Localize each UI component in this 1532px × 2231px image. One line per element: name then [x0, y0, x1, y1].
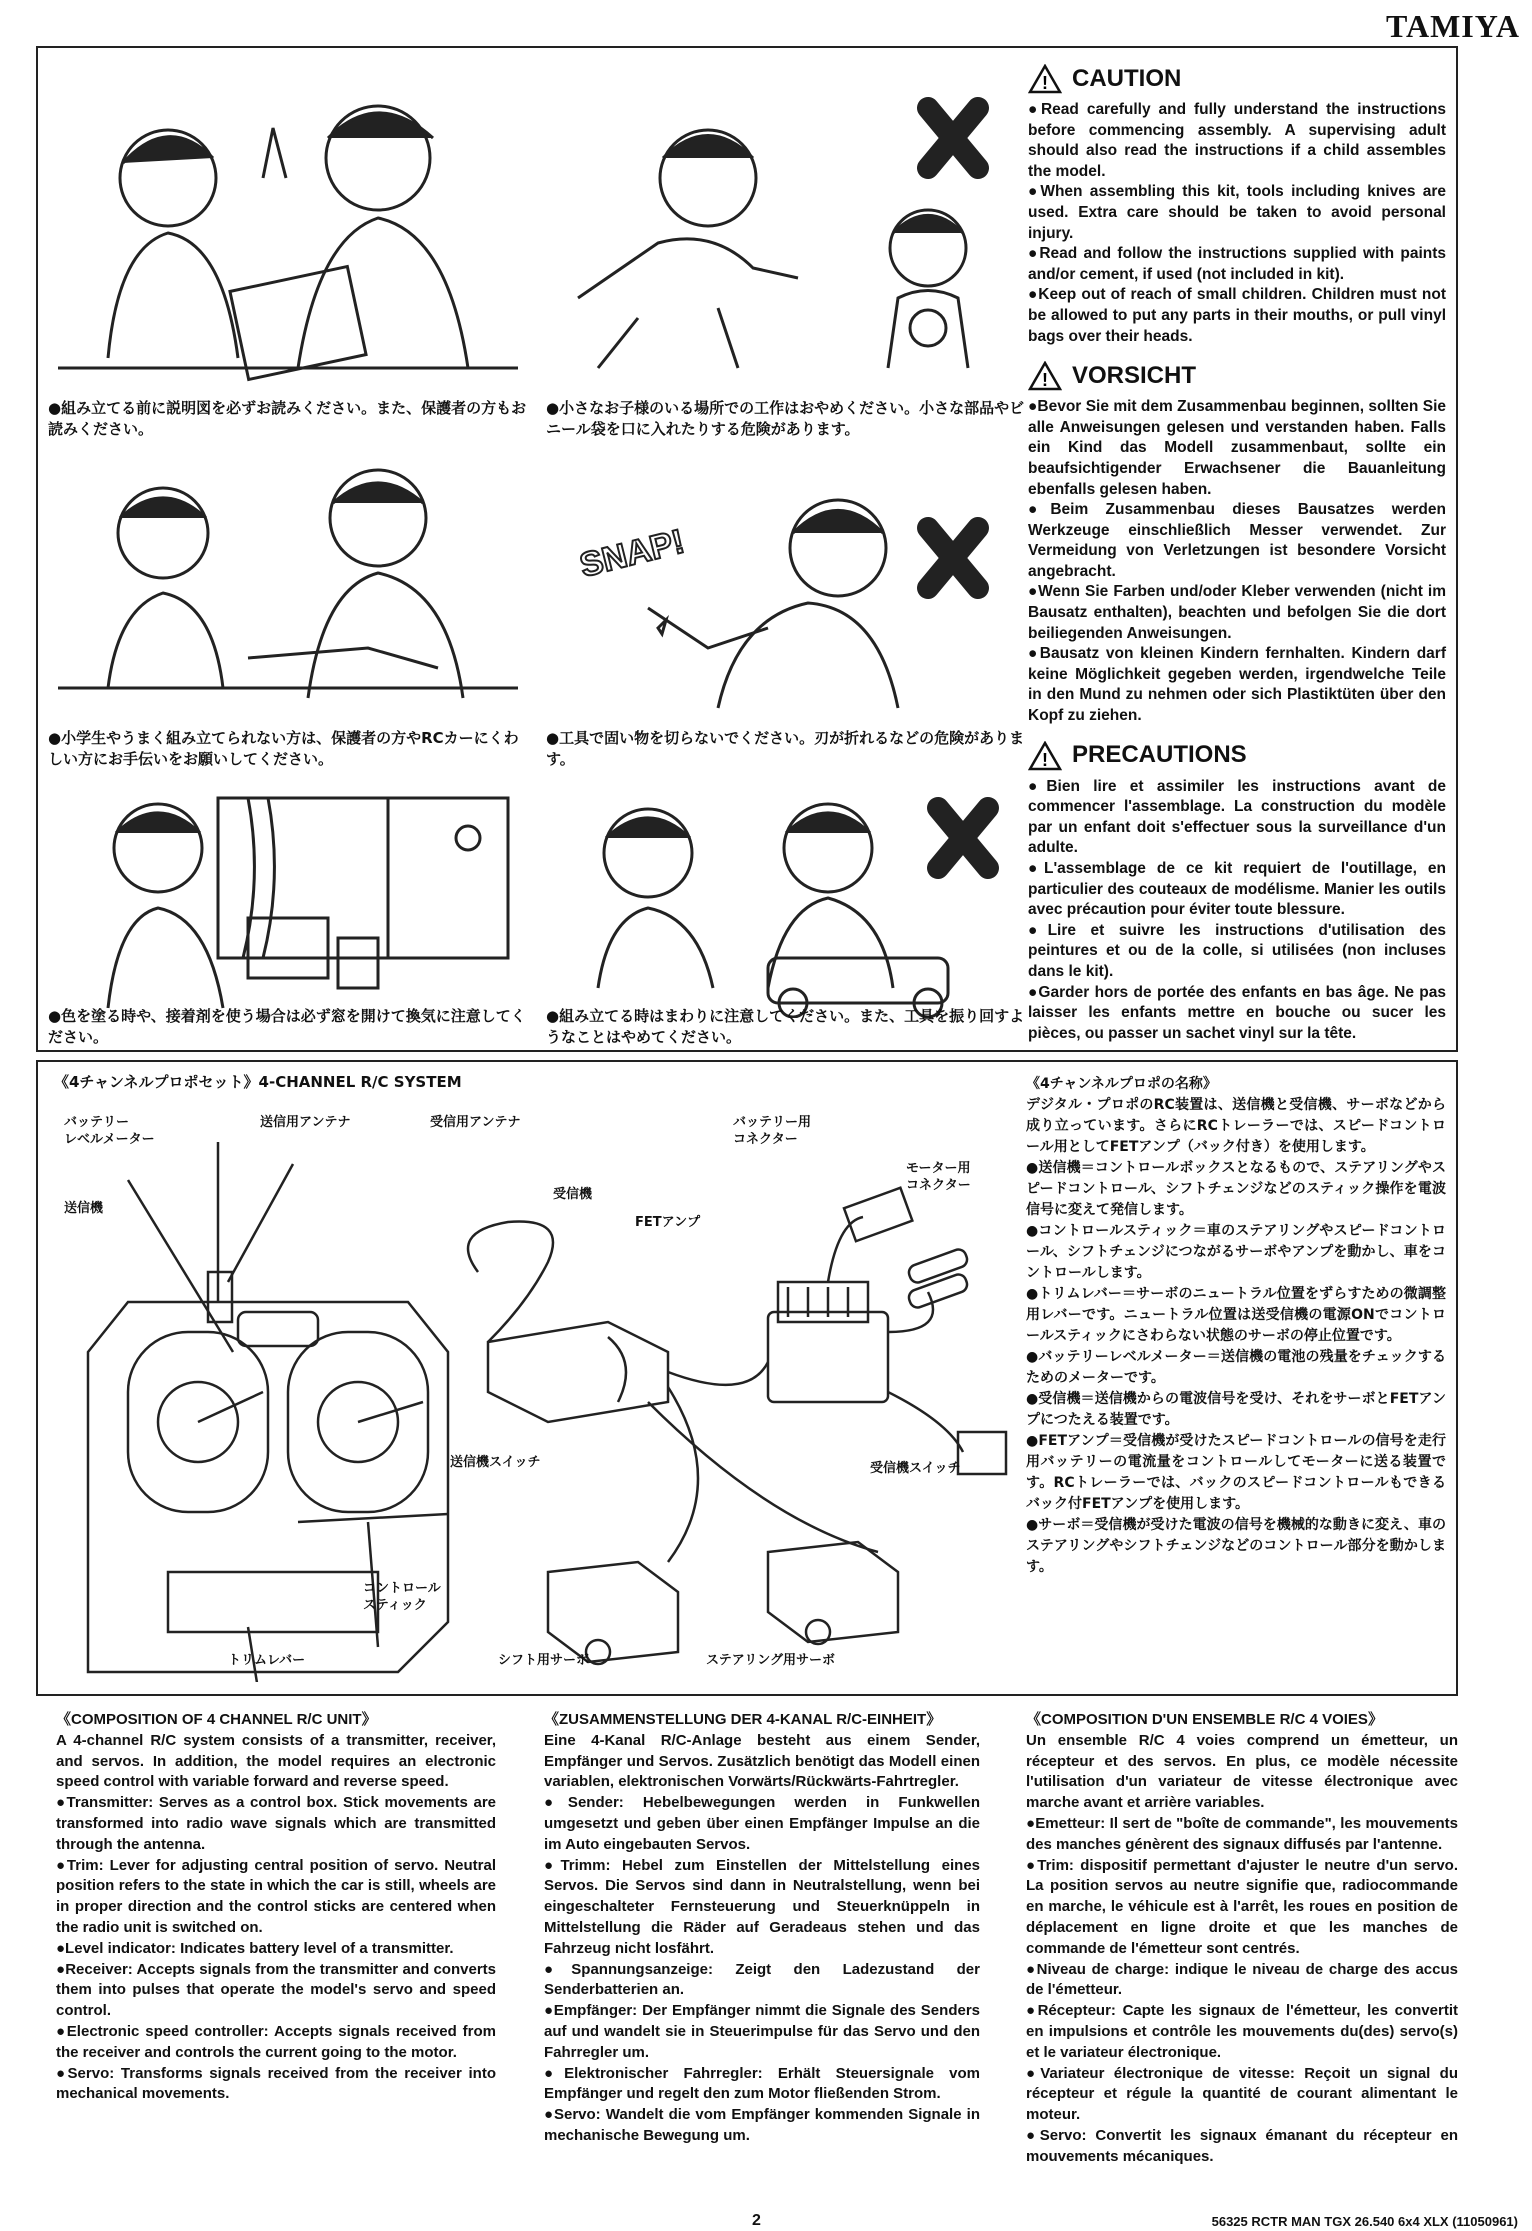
composition-de-title: 《ZUSAMMENSTELLUNG DER 4-KANAL R/C-EINHEIT》: [544, 1711, 942, 1728]
caption-jp-5: ●色を塗る時や、接着剤を使う場合は必ず窓を開けて換気に注意してください。: [48, 1007, 526, 1046]
vorsicht-item: ●Bevor Sie mit dem Zusammenbau beginnen, sollten Sie alle Anweisungen gelesen und verstanden haben. Falls ein Kind das Modell zusammenbaut, sollte ein beaufsichtigender Erwachsener die Bauanleitung ebenfalls gelesen haben.: [1028, 398, 1446, 498]
label-control-stick: コントロール スティック: [363, 1581, 441, 1613]
caution-item: ●When assembling this kit, tools including knives are used. Extra care should be taken to avoid personal injury.: [1028, 183, 1446, 242]
caption-jp-6: ●組み立てる時はまわりに注意してください。また、工具を振り回すようなことはやめてください。: [546, 1007, 1025, 1046]
composition-en-item: ●Servo: Transforms signals received from the receiver into mechanical movements.: [56, 2064, 496, 2103]
svg-text:!: !: [1042, 370, 1048, 391]
composition-en-item: A 4-channel R/C system consists of a transmitter, receiver, and servos. In addition, the model requires an electronic speed control with variable forward and reverse speed.: [56, 1731, 496, 1791]
label-receiver: 受信機: [553, 1187, 593, 1202]
precautions-item: ●Lire et suivre les instructions d'utilisation des peintures et ou de la colle, si utilisées (non incluses dans le kit).: [1028, 921, 1446, 980]
vorsicht-item: ●Wenn Sie Farben und/oder Kleber verwenden (nicht im Bausatz enthalten), beachten und befolgen Sie die dort beiliegenden Anweisungen.: [1028, 583, 1446, 642]
label-battery-connector: バッテリー用 コネクター: [733, 1115, 812, 1147]
warnings-column: [1028, 58, 1446, 1044]
caption-jp-3: ●小学生やうまく組み立てられない方は、保護者の方やRCカーにくわしい方にお手伝いをお願いしてください。: [48, 729, 519, 768]
rc-system-panel: [36, 1060, 1458, 1696]
jp-names-item: ●コントロールスティック＝車のステアリングやスピードコントロール、シフトチェンジにつながるサーボやアンプを動かし、車をコントロールします。: [1026, 1223, 1446, 1281]
warning-triangle-icon: [1028, 741, 1062, 771]
composition-fr-item: ●Servo: Convertit les signaux émanant du récepteur en mouvements mécaniques.: [1026, 2126, 1458, 2165]
label-trim-lever: トリムレバー: [228, 1653, 306, 1668]
jp-names-item: デジタル・プロポのRC装置は、送信機と受信機、サーボなどから成り立っています。さらにRCトレーラーでは、スピードコントロール用としてFETアンプ（バック付き）を使用します。: [1026, 1097, 1446, 1155]
jp-names-item: ●バッテリーレベルメーター＝送信機の電池の残量をチェックするためのメーターです。: [1026, 1349, 1446, 1386]
composition-de-item: ●Spannungsanzeige: Zeigt den Ladezustand der Senderbatterien an.: [544, 1960, 980, 1999]
composition-de-item: ●Elektronischer Fahrregler: Erhält Steuersignale vom Empfänger und regelt den zum Motor fließenden Strom.: [544, 2064, 980, 2103]
jp-names-item: ●送信機＝コントロールボックスとなるもので、ステアリングやスピードコントロール、シフトチェンジなどのスティック操作を電波信号に変えて発信します。: [1026, 1160, 1446, 1218]
composition-fr-item: Un ensemble R/C 4 voies comprend un émetteur, un récepteur et des servos. En plus, ce modèle nécessite l'utilisation d'un variateur de vitesse électronique avec marche avant et arrière variables.: [1026, 1731, 1458, 1812]
composition-en-item: ●Electronic speed controller: Accepts signals received from the receiver and controls the current going to the motor.: [56, 2022, 496, 2061]
jp-names-title: 《4チャンネルプロポの名称》: [1026, 1076, 1217, 1092]
illustration-small-children: [538, 68, 1038, 388]
composition-fr-title: 《COMPOSITION D'UN ENSEMBLE R/C 4 VOIES》: [1026, 1711, 1383, 1728]
illustration-adult-help: [48, 468, 528, 718]
precautions-title: PRECAUTIONS: [1072, 741, 1247, 769]
caption-jp-2: ●小さなお子様のいる場所での工作はおやめください。小さな部品やビニール袋を口に入れたりする危険があります。: [546, 399, 1025, 438]
caption-jp-4: ●工具で固い物を切らないでください。刃が折れるなどの危険があります。: [546, 729, 1025, 768]
composition-en: [56, 1710, 496, 2105]
illustration-read-instructions: [48, 68, 528, 388]
brand-logo: TAMIYA: [1385, 8, 1520, 44]
label-rx-switch: 受信機スイッチ: [870, 1461, 961, 1476]
caution-item: ●Read and follow the instructions supplied with paints and/or cement, if used (not included in kit).: [1028, 245, 1446, 283]
composition-fr: [1026, 1710, 1458, 2168]
warning-triangle-icon: [1028, 64, 1062, 94]
composition-en-item: ●Receiver: Accepts signals from the transmitter and converts them into pulses that operate the model's servo and speed control.: [56, 1960, 496, 2020]
caution-item: ●Keep out of reach of small children. Children must not be allowed to put any parts in their mouths, or pull vinyl bags over their heads.: [1028, 286, 1446, 345]
snap-text: SNAP!: [576, 522, 689, 585]
composition-de-item: ●Servo: Wandelt die vom Empfänger kommenden Signale in mechanische Bewegung um.: [544, 2106, 980, 2144]
composition-fr-item: ●Récepteur: Capte les signaux de l'émetteur, les convertit en impulsions et contrôle les mouvements du(des) servo(s) et le variateur électronique.: [1026, 2002, 1458, 2061]
jp-names-item: ●サーボ＝受信機が受けた電波の信号を機械的な動きに変え、車のステアリングやシフトチェンジなどのコントロール部分を動かします。: [1026, 1517, 1446, 1575]
composition-de-item: Eine 4-Kanal R/C-Anlage besteht aus einem Sender, Empfänger und Servos. Zusätzlich benötigt das Modell einen variablen, elektronischen Vorwärts/Rückwärts-Fahrtregler.: [544, 1731, 980, 1791]
label-tx-antenna: 送信用アンテナ: [260, 1115, 351, 1130]
composition-en-item: ●Level indicator: Indicates battery level of a transmitter.: [56, 1939, 454, 1957]
composition-de: [544, 1710, 980, 2147]
warning-triangle-icon: [1028, 361, 1062, 391]
jp-names-item: ●FETアンプ＝受信機が受けたスピードコントロールの信号を走行用バッテリーの電流量をコントロールしてモーターに送る装置です。RCトレーラーでは、バックのスピードコントロールもできるバック付FETアンプを使用します。: [1026, 1433, 1446, 1512]
precautions-item: ●L'assemblage de ce kit requiert de l'outillage, en particulier des couteaux de modélisme. Manier les outils avec précaution pour éviter toute blessure.: [1028, 860, 1446, 919]
composition-en-item: ●Trim: Lever for adjusting central position of servo. Neutral position refers to the state in which the car is still, wheels are in proper direction and the control sticks are centered when the radio unit is switched on.: [56, 1856, 496, 1936]
label-fet-amp: FETアンプ: [635, 1215, 701, 1230]
illustration-tool-care: [538, 788, 1038, 1018]
safety-panel: [36, 46, 1458, 1052]
rc-system-diagram: [48, 1102, 1008, 1682]
composition-de-item: ●Empfänger: Der Empfänger nimmt die Signale des Senders auf und wandelt sie in Steuerimpulse für das Servo und den Fahrregler um.: [544, 2002, 980, 2061]
label-steering-servo: ステアリング用サーボ: [706, 1653, 835, 1668]
rc-diagram-title: 《4チャンネルプロポセット》4-CHANNEL R/C SYSTEM: [54, 1073, 462, 1091]
doc-code: 56325 RCTR MAN TGX 26.540 6x4 XLX (11050961): [1211, 2214, 1518, 2229]
composition-fr-item: ●Variateur électronique de vitesse: Reçoit un signal du récepteur et régule la quantité de courant alimentant le moteur.: [1026, 2064, 1458, 2124]
page-number: 2: [752, 2212, 761, 2229]
label-battery-level: バッテリー レベルメーター: [64, 1115, 155, 1147]
illustration-ventilation: [48, 788, 528, 1018]
precautions-item: ●Bien lire et assimiler les instructions avant de commencer l'assemblage. La construction du modèle par un enfant doit s'effectuer sous la surveillance d'un adulte.: [1028, 777, 1446, 857]
vorsicht-title: VORSICHT: [1072, 361, 1197, 389]
composition-fr-item: ●Emetteur: Il sert de "boîte de commande", les mouvements des manches génèrent des signaux diffusés par l'antenne.: [1026, 1814, 1458, 1853]
precautions-item: ●Garder hors de portée des enfants en bas âge. Ne pas laisser les enfants mettre en bouche ou sucer les pièces, ou passer un sachet vinyl sur la tête.: [1028, 983, 1446, 1042]
caption-jp-1: ●組み立てる前に説明図を必ずお読みください。また、保護者の方もお読みください。: [48, 399, 527, 438]
precautions-heading: [1028, 741, 1446, 771]
vorsicht-heading: [1028, 361, 1446, 391]
composition-de-item: ●Sender: Hebelbewegungen werden in Funkwellen umgesetzt und geben über einen Empfänger Impulse an die im Auto eingebauten Servos.: [544, 1794, 980, 1853]
composition-en-item: ●Transmitter: Serves as a control box. Stick movements are transformed into radio wave signals which are transmitted through the antenna.: [56, 1794, 496, 1853]
label-transmitter: 送信機: [64, 1201, 104, 1216]
label-tx-switch: 送信機スイッチ: [450, 1455, 541, 1470]
jp-names-column: [1026, 1074, 1446, 1578]
svg-text:!: !: [1042, 749, 1048, 770]
caution-title: CAUTION: [1072, 64, 1182, 92]
illustration-tool-snap: [538, 468, 1038, 718]
composition-fr-item: ●Niveau de charge: indique le niveau de charge des accus de l'émetteur.: [1026, 1960, 1458, 1999]
label-rx-antenna: 受信用アンテナ: [430, 1115, 521, 1130]
svg-text:!: !: [1042, 73, 1048, 93]
vorsicht-item: ●Beim Zusammenbau dieses Bausatzes werden Werkzeuge einschließlich Messer verwendet. Zur Vermeidung von Verletzungen ist besondere Vorsicht angebracht.: [1028, 501, 1446, 580]
composition-de-item: ●Trimm: Hebel zum Einstellen der Mittelstellung eines Servos. Die Servos sind dann in Neutralstellung, wenn bei eingeschalteter Fernsteuerung und Steuerknüppeln in Mittelstellung die Räder auf Geradeaus stehen und das Fahrzeug nicht losfährt.: [544, 1856, 980, 1957]
caution-item: ●Read carefully and fully understand the instructions before commencing assembly. A supervising adult should also read the instructions if a child assembles the model.: [1028, 101, 1446, 180]
label-motor-connector: モーター用 コネクター: [906, 1161, 971, 1193]
vorsicht-item: ●Bausatz von kleinen Kindern fernhalten. Kindern darf keine Möglichkeit gegeben werden, irgendwelche Teile in den Mund zu nehmen oder sich Plastiktüten über den Kopf zu ziehen.: [1028, 645, 1446, 725]
jp-names-item: ●受信機＝送信機からの電波信号を受け、それをサーボとFETアンプにつたえる装置です。: [1026, 1391, 1446, 1428]
caution-heading: [1028, 64, 1446, 94]
composition-fr-item: ●Trim: dispositif permettant d'ajuster le neutre d'un servo. La position servos au neutre signifie que, radiocommande en marche, le véhicule est à l'arrêt, les roues en position de déplacement en ligne droite et que les manches de commande de l'émetteur sont centrés.: [1026, 1856, 1458, 1957]
label-shift-servo: シフト用サーボ: [498, 1653, 590, 1668]
jp-names-item: ●トリムレバー＝サーボのニュートラル位置をずらすための微調整用レバーです。ニュートラル位置は送受信機の電源ONでコントロールスティックにさわらない状態のサーボの停止位置です。: [1026, 1286, 1446, 1344]
composition-en-title: 《COMPOSITION OF 4 CHANNEL R/C UNIT》: [56, 1711, 377, 1728]
